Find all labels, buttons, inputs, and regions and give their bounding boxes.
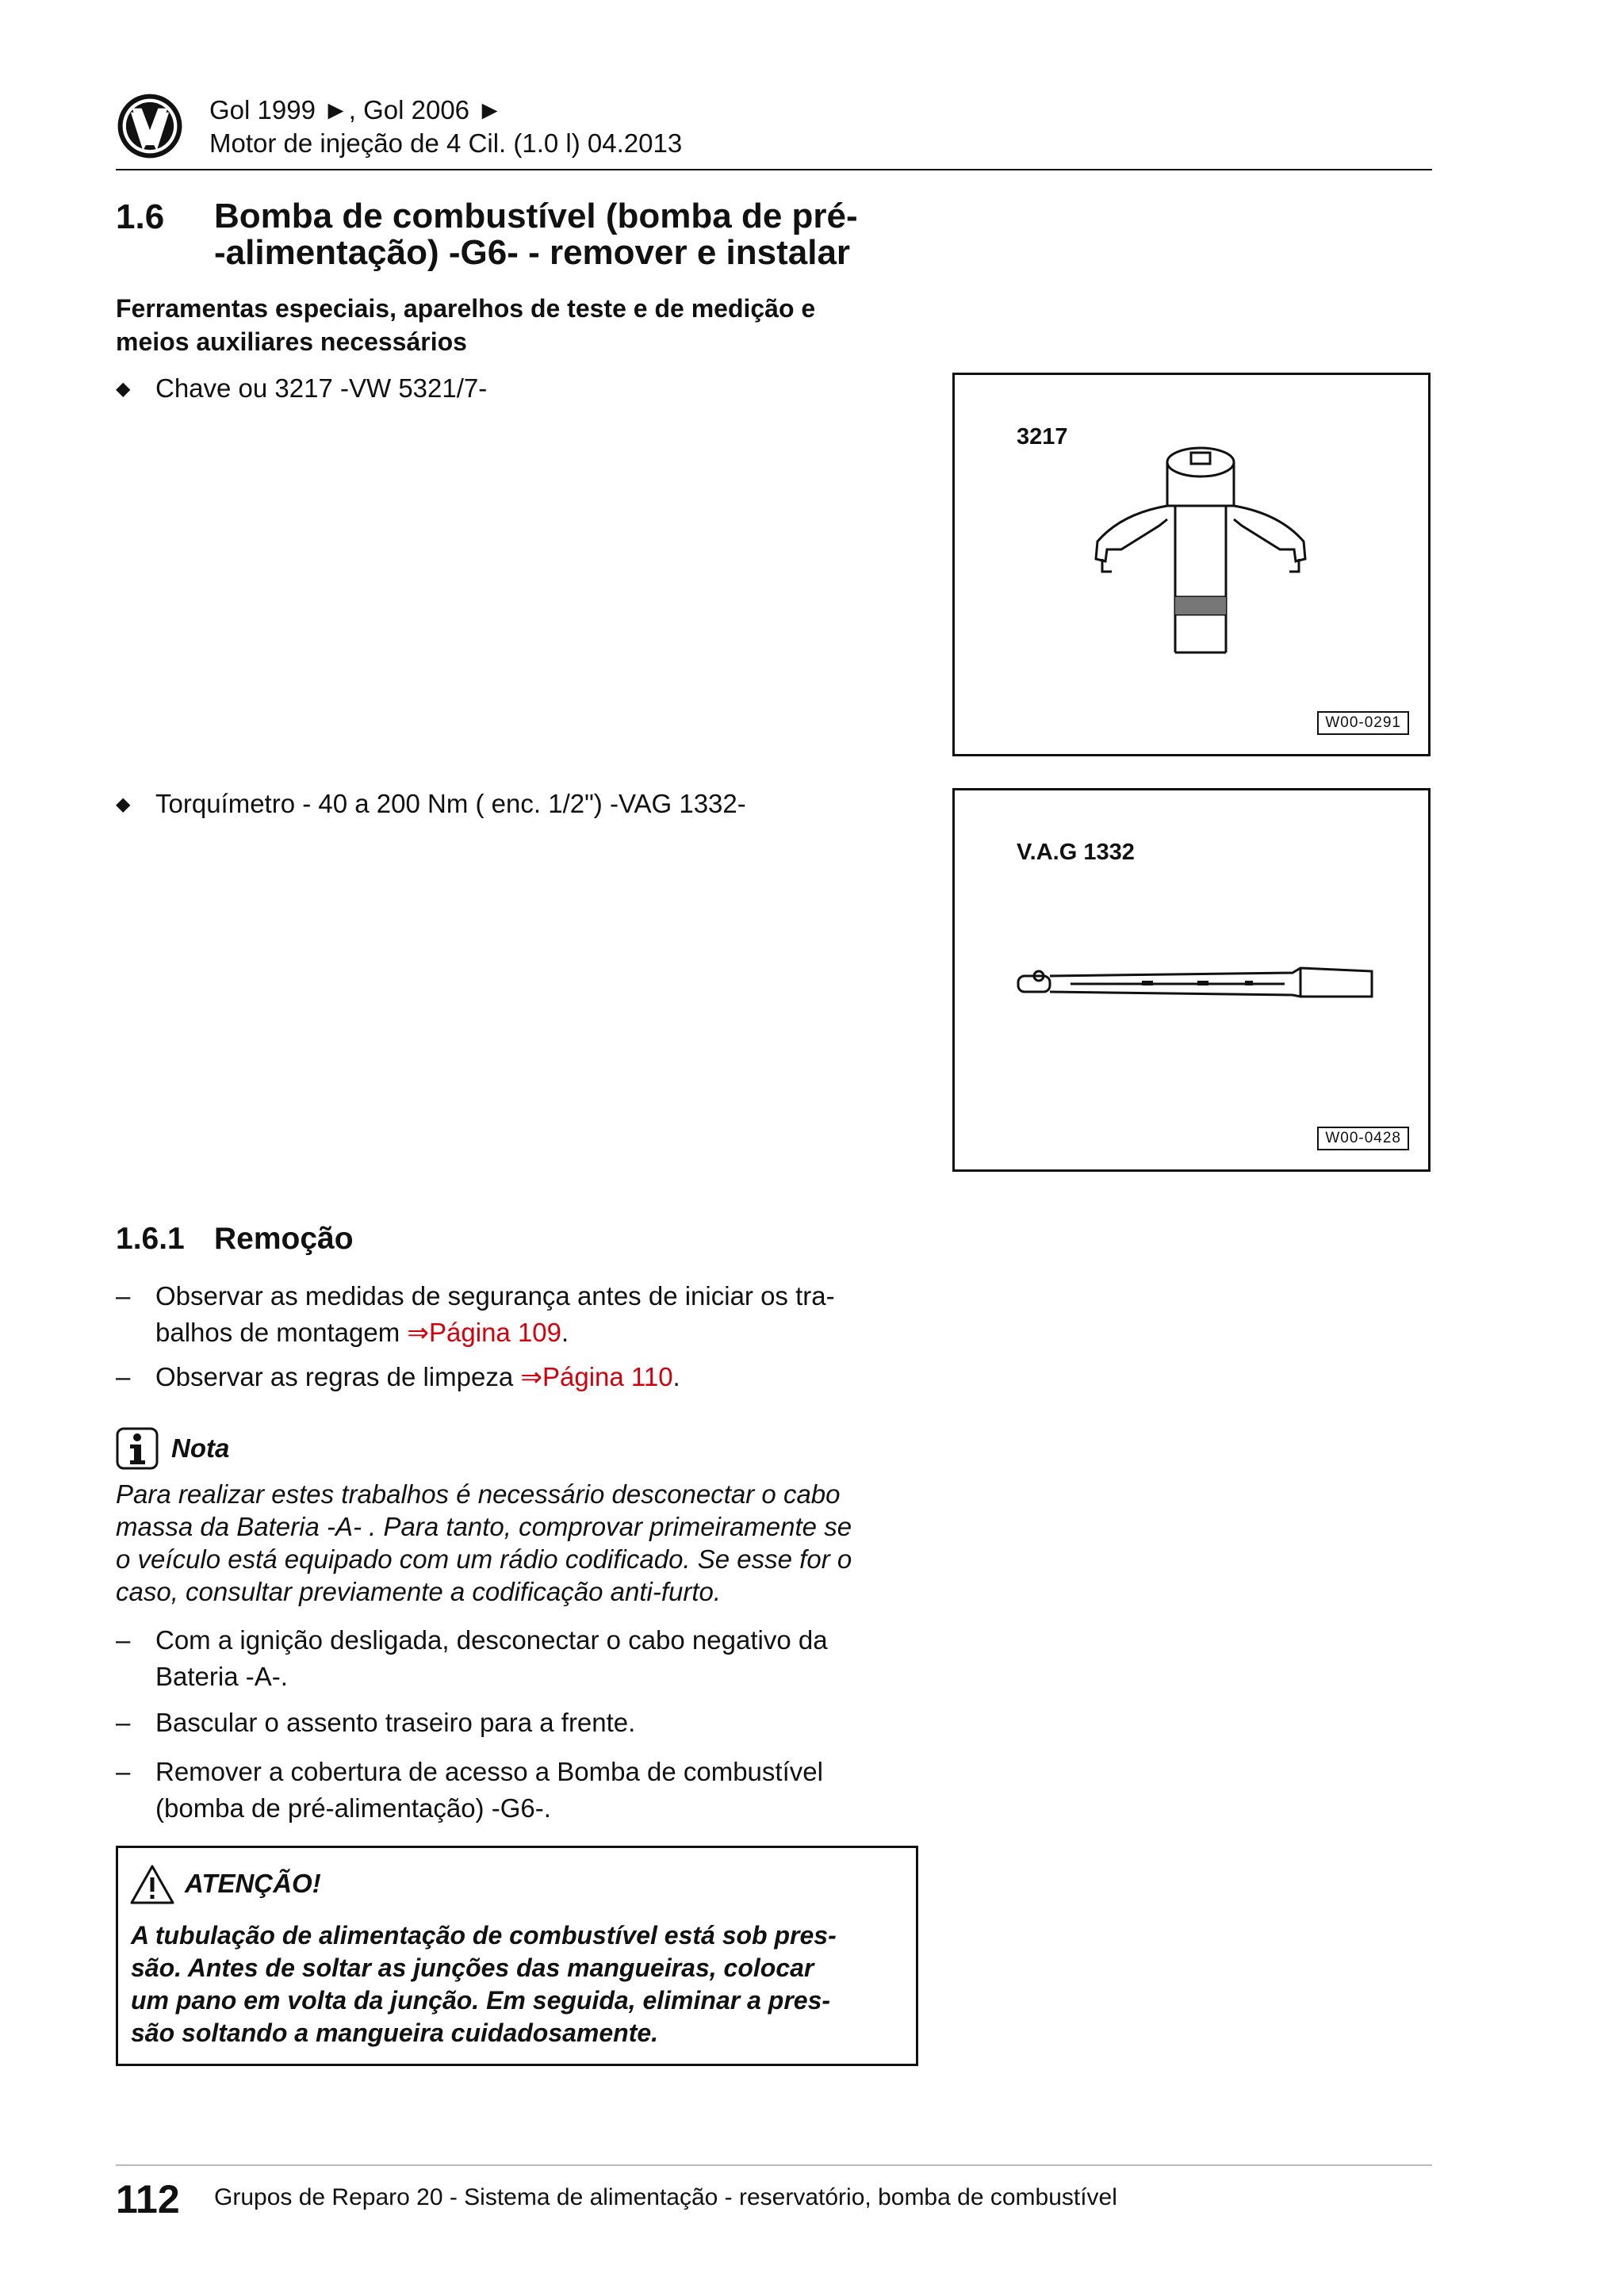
warning-triangle-icon: [129, 1864, 175, 1905]
torque-wrench-drawing-icon: [1015, 965, 1380, 1004]
footer-chapter: Grupos de Reparo 20 - Sistema de alimentação - reservatório, bomba de combustível: [214, 2184, 1117, 2210]
tools-heading: Ferramentas especiais, aparelhos de teste e de medição e meios auxiliares necessários: [116, 294, 816, 356]
warning-box: [116, 1846, 918, 2066]
header-engine-description: Motor de injeção de 4 Cil. (1.0 l) 04.2013: [209, 128, 683, 158]
figure-label: 3217: [1017, 424, 1068, 450]
link-page-110[interactable]: ⇒Página 110: [520, 1362, 673, 1391]
wrench-3217-drawing-icon: [1074, 430, 1327, 668]
subsection-number: 1.6.1: [116, 1222, 185, 1256]
figure-code: W00-0291: [1317, 711, 1409, 735]
subsection-title: Remoção: [214, 1222, 354, 1256]
warning-label: ATENÇÃO!: [185, 1869, 321, 1898]
section-title: Bomba de combustível (bomba de pré- -alimentação) -G6- - remover e instalar: [214, 197, 858, 272]
figure-code: W00-0428: [1317, 1127, 1409, 1150]
step-safety: – Observar as medidas de segurança antes de iniciar os tra- balhos de montagem ⇒Página 109.: [116, 1281, 835, 1347]
section-number: 1.6: [116, 197, 165, 236]
header-divider: [116, 169, 1432, 170]
figure-torque-wrench: [952, 788, 1431, 1172]
page-number: 112: [116, 2177, 180, 2221]
figure-label: V.A.G 1332: [1017, 840, 1135, 865]
vw-logo-icon: [116, 92, 184, 160]
link-page-109[interactable]: ⇒Página 109: [407, 1318, 562, 1347]
step-fold-seat: – Bascular o assento traseiro para a frente.: [116, 1708, 636, 1737]
info-icon: [116, 1427, 159, 1470]
warning-text: A tubulação de alimentação de combustível está sob pres- são. Antes de soltar as junções das mangueiras, colocar um pano em volta da junção. Em seguida, eliminar a pres- são soltando a mangueira cuidadosamente.: [131, 1921, 837, 2047]
footer-divider: [116, 2164, 1432, 2166]
step-remove-cover: – Remover a cobertura de acesso a Bomba de combustível (bomba de pré-alimentação) -G6-.: [116, 1757, 823, 1823]
step-disconnect-battery: – Com a ignição desligada, desconectar o cabo negativo da Bateria -A-.: [116, 1625, 828, 1691]
note-text: Para realizar estes trabalhos é necessário desconectar o cabo massa da Bateria -A- . Para tanto, comprovar primeiramente se o veículo está equipado com um rádio codificado. Se esse for o caso, consultar previamente a codificação anti-furto.: [116, 1479, 852, 1606]
header-vehicle-models: Gol 1999 ►, Gol 2006 ►: [209, 95, 503, 124]
tool-item-1: ◆ Chave ou 3217 -VW 5321/7-: [116, 371, 487, 407]
step-cleaning: – Observar as regras de limpeza ⇒Página 110.: [116, 1362, 680, 1391]
diamond-bullet-icon: ◆: [116, 378, 131, 400]
note-label: Nota: [171, 1433, 230, 1463]
diamond-bullet-icon: ◆: [116, 794, 131, 815]
figure-tool-3217: [952, 373, 1431, 756]
tool-item-2: ◆ Torquímetro - 40 a 200 Nm ( enc. 1/2") -VAG 1332-: [116, 786, 746, 822]
